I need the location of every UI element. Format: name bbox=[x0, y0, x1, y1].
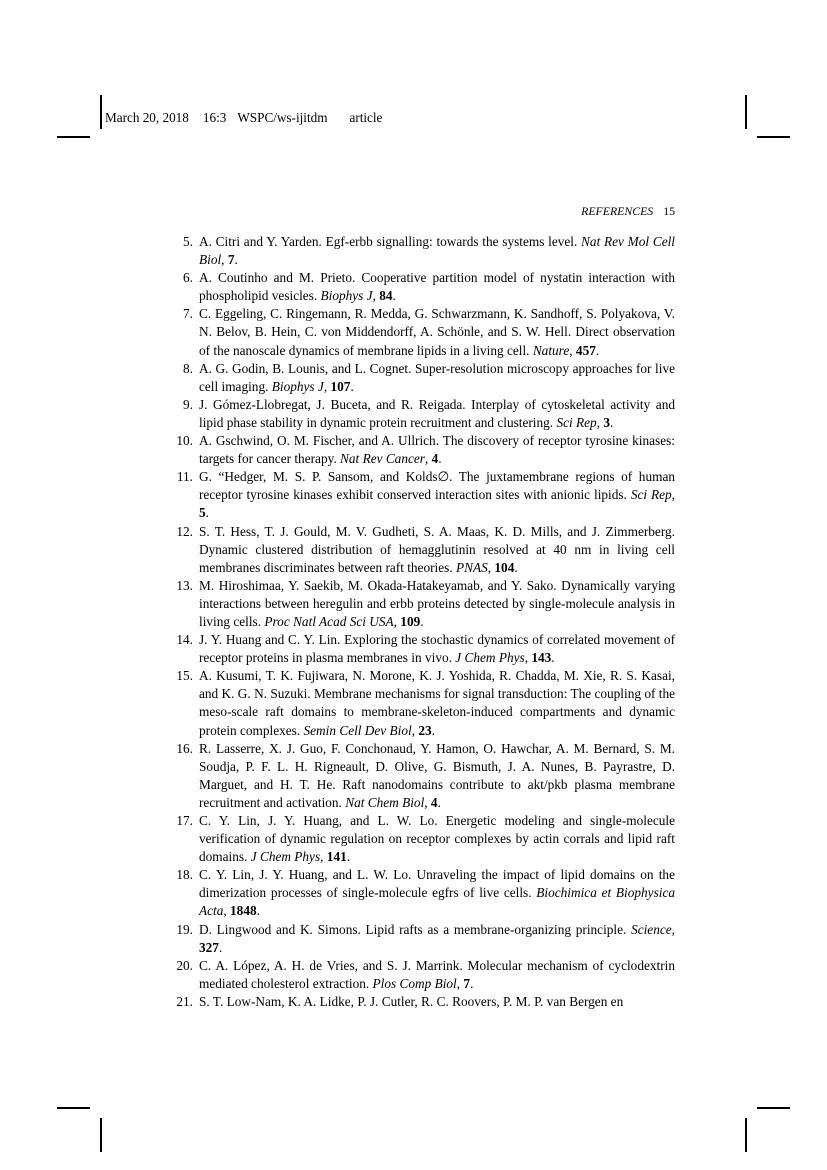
reference-text-segment: , bbox=[393, 613, 401, 629]
reference-text bbox=[199, 994, 623, 1009]
reference-item bbox=[173, 396, 675, 432]
reference-text bbox=[199, 867, 675, 918]
reference-item bbox=[173, 432, 675, 468]
reference-text bbox=[199, 524, 675, 575]
reference-text-segment: . bbox=[420, 613, 424, 629]
journal-name: Science bbox=[631, 921, 672, 937]
reference-text bbox=[199, 397, 675, 430]
reference-item bbox=[173, 812, 675, 866]
volume-number: 1848 bbox=[230, 903, 257, 919]
reference-number: 8. bbox=[183, 360, 193, 376]
reference-text bbox=[199, 433, 675, 466]
reference-item bbox=[173, 269, 675, 305]
crop-mark-bottom-left-horizontal bbox=[57, 1107, 90, 1109]
reference-text-segment: , bbox=[456, 975, 464, 991]
volume-number: 143 bbox=[531, 650, 552, 666]
reference-text bbox=[199, 234, 675, 267]
reference-text-segment: A. G. Godin, B. Lounis, and L. Cognet. Super-resolution microscopy approaches for live cell imaging. bbox=[199, 360, 675, 394]
page-number: 15 bbox=[663, 204, 675, 218]
volume-number: 7 bbox=[227, 252, 235, 268]
reference-item bbox=[173, 523, 675, 577]
journal-name: Semin Cell Dev Biol bbox=[303, 722, 412, 738]
reference-item bbox=[173, 233, 675, 269]
reference-text-segment: , bbox=[671, 921, 675, 937]
reference-text-segment: C. Eggeling, C. Ringemann, R. Medda, G. Schwarzmann, K. Sandhoff, S. Polyakova, V. N. Belov, B. Hein, C. von Middendorff, A. Schönle, and S. W. Hell. Direct observation of the nanoscale dynamics of membrane lipids in a living cell. bbox=[199, 306, 675, 358]
journal-name: PNAS bbox=[455, 559, 488, 575]
crop-mark-top-left-vertical bbox=[100, 95, 102, 129]
reference-text-segment: . bbox=[346, 849, 351, 865]
journal-name: Plos Comp Biol bbox=[372, 975, 457, 991]
reference-item bbox=[173, 305, 675, 359]
reference-text-segment: , bbox=[323, 378, 331, 394]
reference-text-segment: A. Citri and Y. Yarden. Egf-erbb signalling: towards the systems level. bbox=[199, 234, 582, 249]
volume-number: 4 bbox=[430, 794, 438, 810]
reference-text-segment: , bbox=[569, 342, 576, 358]
reference-text-segment: D. Lingwood and K. Simons. Lipid rafts as a membrane-organizing principle. bbox=[199, 921, 632, 937]
reference-item bbox=[173, 360, 675, 396]
reference-text-segment: . bbox=[514, 559, 518, 575]
reference-text-segment: . bbox=[431, 722, 435, 738]
reference-text-segment: , bbox=[221, 252, 228, 268]
reference-text-segment: J. Y. Huang and C. Y. Lin. Exploring the stochastic dynamics of correlated movement of receptor proteins in plasma membranes in vivo. bbox=[199, 632, 675, 666]
volume-number: 141 bbox=[326, 849, 347, 865]
reference-text bbox=[199, 469, 675, 520]
running-head-section-title: REFERENCES bbox=[581, 204, 654, 218]
journal-name: Nature bbox=[532, 342, 570, 358]
reference-text-segment: . bbox=[218, 939, 223, 955]
reference-number: 15. bbox=[176, 668, 193, 684]
journal-name: Biophys J bbox=[271, 378, 324, 394]
reference-number: 12. bbox=[176, 523, 193, 539]
reference-text-segment: . bbox=[595, 342, 600, 358]
header-journal-id: WSPC/ws-ijitdm bbox=[237, 110, 328, 125]
reference-item bbox=[173, 631, 675, 667]
volume-number: 3 bbox=[603, 414, 611, 430]
reference-text-segment: A. Gschwind, O. M. Fischer, and A. Ullrich. The discovery of receptor tyrosine kinases: targets for cancer therapy. bbox=[199, 433, 675, 467]
journal-name: Proc Natl Acad Sci USA bbox=[264, 613, 394, 629]
header-doc-type: article bbox=[349, 110, 383, 125]
crop-mark-bottom-right-horizontal bbox=[757, 1107, 790, 1109]
reference-number: 14. bbox=[176, 632, 193, 648]
reference-number: 18. bbox=[176, 867, 193, 883]
reference-number: 10. bbox=[176, 433, 193, 449]
reference-text-segment: . bbox=[256, 903, 260, 919]
journal-name: Biochimica et Biophysica Acta bbox=[199, 885, 675, 919]
reference-text-segment: R. Lasserre, X. J. Guo, F. Conchonaud, Y. Hamon, O. Hawchar, A. M. Bernard, S. M. Soudja, P. F. L. H. Rigneault, D. Olive, G. Bismuth, J. A. Nunes, B. Payrastre, D. Marguet, and H. T. He. Raft nanodomains contribute to akt/pkb plasma membrane recruitment and activation. bbox=[199, 740, 675, 810]
journal-name: J Chem Phys bbox=[250, 849, 321, 865]
reference-text-segment: M. Hiroshimaa, Y. Saekib, M. Okada-Hatakeyamab, and Y. Sako. Dynamically varying interactions between heregulin and erbb proteins detected by single-molecule analysis in living cells. bbox=[199, 577, 675, 629]
reference-text-segment: , bbox=[424, 794, 431, 810]
reference-number: 16. bbox=[176, 740, 193, 756]
journal-name: Nat Rev Mol Cell Biol bbox=[199, 234, 675, 268]
volume-number: 107 bbox=[330, 378, 351, 394]
reference-number: 17. bbox=[176, 813, 193, 828]
reference-text-segment: , bbox=[671, 487, 675, 503]
volume-number: 5 bbox=[199, 505, 206, 521]
reference-text-segment: , bbox=[320, 849, 327, 865]
reference-text bbox=[199, 813, 675, 864]
reference-text-segment: C. Y. Lin, J. Y. Huang, and L. W. Lo. Energetic modeling and single-molecule verification of dynamic regulation on receptor complexes by actin corrals and lipid raft domains. bbox=[199, 813, 675, 865]
reference-text bbox=[199, 741, 675, 810]
reference-text-segment: . bbox=[392, 288, 396, 304]
reference-text-segment: . bbox=[438, 451, 442, 467]
reference-text-segment: C. A. López, A. H. de Vries, and S. J. Marrink. Molecular mechanism of cyclodextrin mediated cholesterol extraction. bbox=[199, 957, 675, 991]
reference-item bbox=[173, 866, 675, 920]
header-time: 16:3 bbox=[202, 110, 227, 125]
crop-mark-top-left-horizontal bbox=[57, 136, 90, 138]
reference-text-segment: . bbox=[205, 505, 209, 521]
reference-text-segment: , bbox=[596, 414, 604, 430]
reference-text bbox=[199, 361, 675, 394]
journal-name: J Chem Phys bbox=[455, 650, 525, 666]
reference-text bbox=[199, 632, 675, 665]
references-list bbox=[173, 233, 675, 1011]
reference-number: 6. bbox=[183, 270, 193, 286]
volume-number: 7 bbox=[463, 975, 471, 991]
reference-text-segment: . bbox=[470, 975, 474, 991]
reference-text-segment: S. T. Low-Nam, K. A. Lidke, P. J. Cutler, R. C. Roovers, P. M. P. van Bergen en bbox=[199, 993, 624, 1009]
reference-number: 7. bbox=[183, 306, 193, 322]
crop-mark-top-right-vertical bbox=[745, 95, 747, 129]
volume-number: 327 bbox=[199, 939, 219, 955]
reference-number: 21. bbox=[176, 993, 193, 1009]
reference-text bbox=[199, 958, 675, 991]
crop-mark-bottom-right-vertical bbox=[745, 1118, 747, 1152]
crop-mark-bottom-left-vertical bbox=[100, 1118, 102, 1152]
reference-text bbox=[199, 922, 675, 955]
volume-number: 457 bbox=[575, 342, 596, 358]
reference-number: 20. bbox=[176, 957, 193, 973]
reference-text-segment: S. T. Hess, T. J. Gould, M. V. Gudheti, S. A. Maas, K. D. Mills, and J. Zimmerberg. Dynamic clustered distribution of hemagglutinin resolved at 40 nm in living cell membranes discriminates between raft theories. bbox=[199, 523, 675, 575]
volume-number: 23 bbox=[418, 722, 432, 738]
reference-text-segment: , bbox=[487, 559, 495, 575]
reference-number: 5. bbox=[183, 234, 193, 249]
crop-mark-top-right-horizontal bbox=[757, 136, 790, 138]
reference-text-segment: , bbox=[372, 288, 380, 304]
reference-text bbox=[199, 578, 675, 629]
reference-text-segment: G. “Hedger, M. S. P. Sansom, and Kolds∅. The juxtamembrane regions of human receptor tyrosine kinases exhibit conserved interaction sites with anionic lipids. bbox=[199, 469, 675, 503]
reference-item bbox=[173, 921, 675, 957]
reference-item bbox=[173, 957, 675, 993]
journal-name: Sci Rep bbox=[556, 414, 597, 430]
reference-text-segment: , bbox=[424, 451, 432, 467]
reference-text-segment: , bbox=[524, 650, 532, 666]
reference-item bbox=[173, 577, 675, 631]
reference-text-segment: . bbox=[234, 252, 238, 268]
reference-text-segment: , bbox=[223, 903, 231, 919]
volume-number: 84 bbox=[379, 288, 393, 304]
reference-item bbox=[173, 740, 675, 812]
reference-text-segment: A. Kusumi, T. K. Fujiwara, N. Morone, K. J. Yoshida, R. Chadda, M. Xie, R. S. Kasai, and K. G. N. Suzuki. Membrane mechanisms for signal transduction: The coupling of the meso-scale raft domains to membrane-skeleton-induced compartments and dynamic protein complexes. bbox=[199, 668, 675, 738]
volume-number: 4 bbox=[431, 451, 439, 467]
reference-number: 19. bbox=[176, 921, 193, 937]
reference-text-segment: C. Y. Lin, J. Y. Huang, and L. W. Lo. Unraveling the impact of lipid domains on the dimerization processes of single-molecule egfrs of live cells. bbox=[199, 867, 675, 901]
volume-number: 104 bbox=[494, 559, 515, 575]
reference-text-segment: , bbox=[411, 722, 419, 738]
journal-name: Nat Rev Cancer bbox=[340, 451, 425, 467]
volume-number: 109 bbox=[400, 613, 421, 629]
reference-text bbox=[199, 306, 675, 357]
reference-text bbox=[199, 668, 675, 737]
reference-text-segment: A. Coutinho and M. Prieto. Cooperative partition model of nystatin interaction with phospholipid vesicles. bbox=[199, 270, 675, 304]
journal-name: Sci Rep bbox=[630, 487, 672, 503]
reference-text-segment: . bbox=[350, 378, 354, 394]
journal-name: Biophys J bbox=[320, 288, 373, 304]
reference-number: 13. bbox=[176, 577, 193, 593]
reference-text-segment: . bbox=[610, 414, 614, 430]
reference-number: 9. bbox=[183, 396, 193, 412]
reference-item bbox=[173, 667, 675, 739]
reference-text-segment: . bbox=[551, 650, 555, 666]
reference-text bbox=[199, 270, 675, 303]
reference-item bbox=[173, 993, 675, 1011]
reference-text-segment: . bbox=[437, 794, 441, 810]
typesetting-header bbox=[105, 110, 382, 126]
running-head bbox=[173, 204, 675, 218]
reference-number: 11. bbox=[176, 469, 193, 485]
reference-item bbox=[173, 468, 675, 522]
journal-name: Nat Chem Biol bbox=[345, 794, 425, 810]
reference-text-segment: J. Gómez-Llobregat, J. Buceta, and R. Reigada. Interplay of cytoskeletal activity and lipid phase stability in dynamic protein recruitment and clustering. bbox=[199, 396, 675, 430]
header-date: March 20, 2018 bbox=[105, 110, 189, 125]
